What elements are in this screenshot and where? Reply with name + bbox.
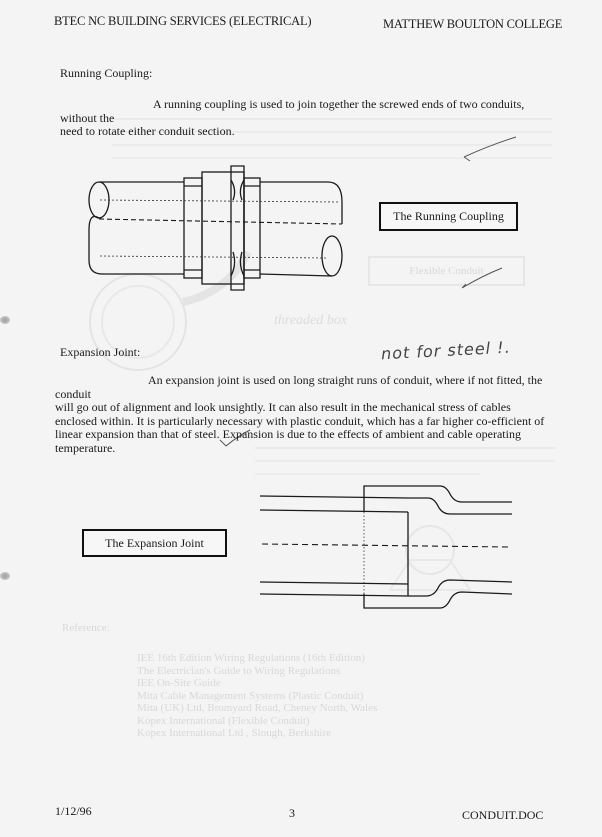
show-through-reference-list — [137, 652, 437, 740]
show-through-box-label: Flexible Conduit — [409, 265, 484, 277]
expansion-joint-caption — [82, 529, 227, 557]
reference-line: Kopex International Ltd , Slough, Berkshire — [137, 727, 331, 739]
running-coupling-diagram-icon — [88, 172, 348, 292]
header-course-title: BTEC NC BUILDING SERVICES (ELECTRICAL) — [54, 14, 312, 28]
footer-page-number: 3 — [289, 806, 295, 820]
running-coupling-heading: Running Coupling: — [60, 66, 153, 80]
expansion-joint-text-line1: An expansion joint is used on long straight runs of conduit, where if not fitted, the conduit — [55, 373, 543, 401]
header-college-name: MATTHEW BOULTON COLLEGE — [383, 17, 563, 31]
expansion-joint-caption-text: The Expansion Joint — [105, 535, 204, 550]
show-through-reference-label: Reference: — [62, 622, 110, 634]
footer-date: 1/12/96 — [55, 804, 92, 818]
running-coupling-paragraph — [60, 98, 550, 139]
running-coupling-text-rest: need to rotate either conduit section. — [60, 124, 235, 138]
binder-hole-top — [0, 316, 10, 324]
handwritten-note: not for steel !. — [380, 337, 512, 364]
reference-line: Mita (UK) Ltd, Bromyard Road, Cheney North, Wales — [137, 702, 378, 714]
expansion-joint-text-rest: will go out of alignment and look unsightly. It can also result in the mechanical stress of cables enclosed within. It is particularly necessary with plastic conduit, which has a far higher co-efficient of linear expansion than that of steel. Expansion is due to the effects of ambient and cable operating temperature. — [55, 400, 545, 455]
reference-line: Kopex International (Flexible Conduit) — [137, 714, 310, 727]
expansion-joint-diagram-icon — [258, 484, 518, 614]
footer-filename: CONDUIT.DOC — [462, 808, 544, 822]
binder-hole-bottom — [0, 572, 10, 580]
reference-line: The Electrician's Guide to Wiring Regulations — [137, 664, 341, 677]
expansion-joint-heading: Expansion Joint: — [60, 345, 141, 359]
show-through-scribble: threaded box — [274, 313, 347, 328]
running-coupling-caption-text: The Running Coupling — [393, 209, 504, 223]
reference-line: IEE On-Site Guide — [137, 677, 221, 689]
tick-mark-icon — [460, 135, 520, 165]
running-coupling-caption — [379, 202, 518, 231]
expansion-joint-paragraph — [55, 374, 545, 455]
running-coupling-text-line1: A running coupling is used to join together the screwed ends of two conduits, without the — [60, 97, 525, 125]
tick-mark-icon — [458, 266, 508, 296]
reference-line: IEE 16th Edition Wiring Regulations (16th Edition) — [137, 652, 365, 664]
reference-line: Mita Cable Management Systems (Plastic Conduit) — [137, 689, 364, 702]
